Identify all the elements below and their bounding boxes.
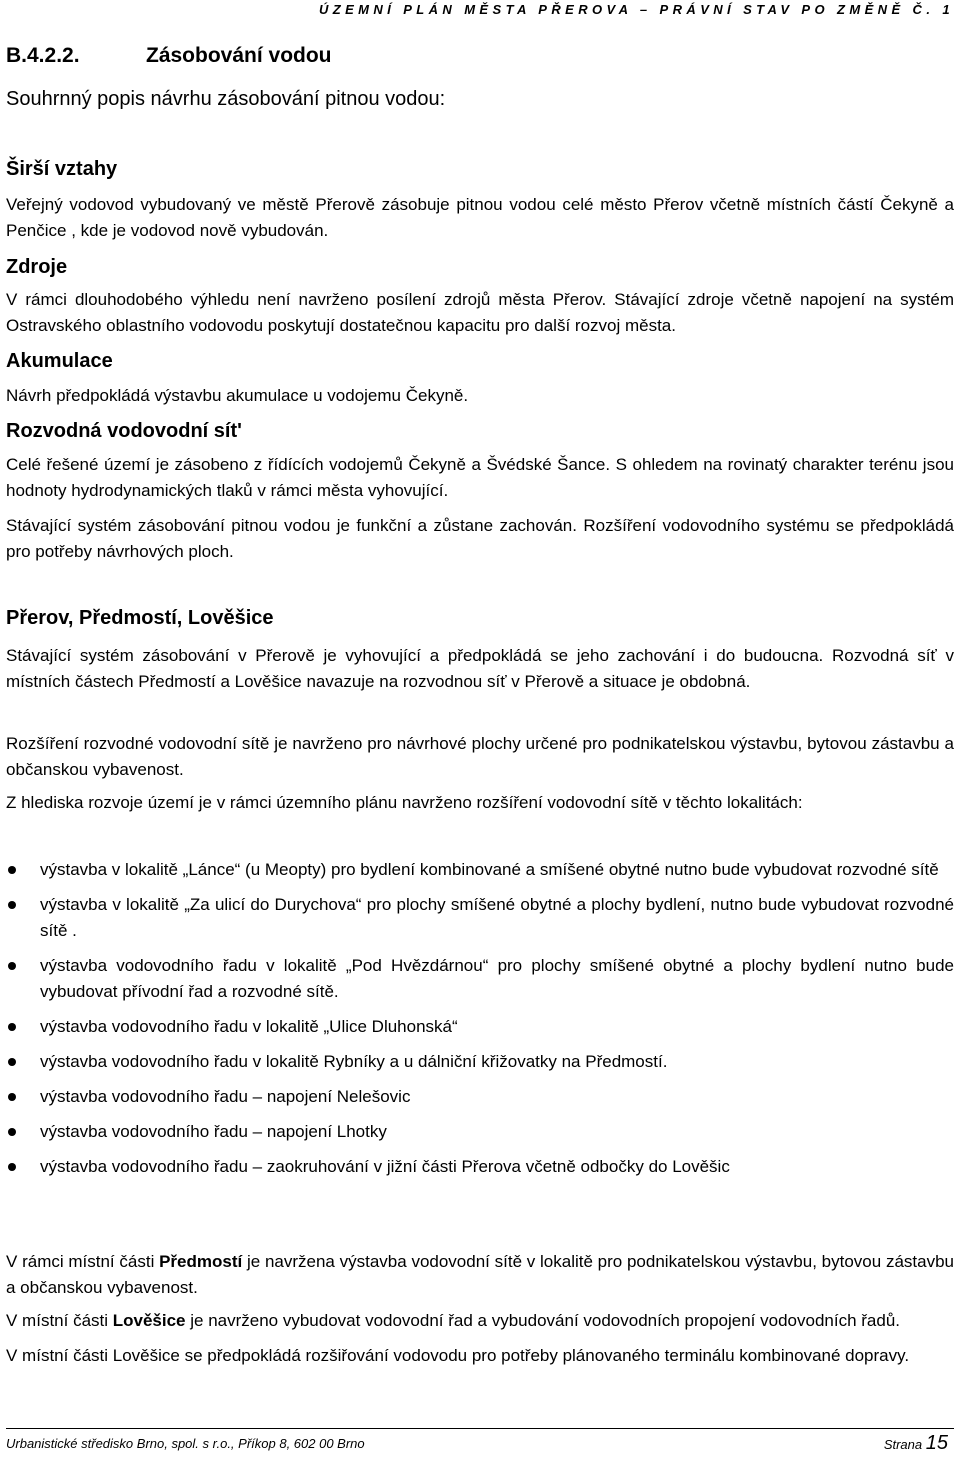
footer-divider [6,1428,954,1429]
list-item: výstavba vodovodního řadu v lokalitě „Ulice Dluhonská“ [6,1014,954,1040]
bullet-icon [8,866,16,874]
paragraph-rozvodna-2: Stávající systém zásobování pitnou vodou je funkční a zůstane zachován. Rozšíření vodovodního systému se předpokládá pro potřeby návrhových ploch. [6,516,954,561]
list-item: výstavba vodovodního řadu – zaokruhování v jižní části Přerova včetně odbočky do Lověšic [6,1154,954,1180]
page-header: ÚZEMNÍ PLÁN MĚSTA PŘEROVA – PRÁVNÍ STAV PO ZMĚNĚ Č. 1 [318,2,954,17]
bullet-icon [8,962,16,970]
section-heading [6,44,954,68]
bullet-icon [8,1093,16,1101]
bullet-icon [8,901,16,909]
footer-address: Urbanistické středisko Brno, spol. s r.o., Příkop 8, 602 00 Brno [6,1436,365,1451]
paragraph-lovesice-1: V místní části Lověšice je navrženo vybudovat vodovodní řad a vybudování vodovodních propojení vodovodních řadů. [6,1311,901,1330]
list-item: výstavba vodovodního řadu v lokalitě „Pod Hvězdárnou“ pro plochy smíšené obytné a plochy bydlení nutno bude vybudovat přívodní řad a rozvodné sítě. [6,953,954,1005]
list-item: výstavba v lokalitě „Lánce“ (u Meopty) pro bydlení kombinované a smíšené obytné nutno bude vybudovat rozvodné sítě [6,857,954,883]
heading-prerov: Přerov, Předmostí, Lověšice [6,607,274,629]
paragraph-rozvodna-1: Celé řešené území je zásobeno z řídících vodojemů Čekyně a Švédské Šance. S ohledem na rovinatý charakter terénu jsou hodnoty hydrodynamických tlaků v rámci města vyhovující. [6,455,954,500]
bullet-icon [8,1163,16,1171]
list-item: výstavba vodovodního řadu – napojení Nelešovic [6,1084,954,1110]
paragraph-prerov-1: Stávající systém zásobování v Přerově je vyhovující a předpokládá se jeho zachování i do budoucna. Rozvodná síť v místních částech Předmostí a Lověšice navazuje na rozvodnou síť v Přerově a situace je obdobná. [6,646,954,691]
list-item: výstavba vodovodního řadu – napojení Lhotky [6,1119,954,1145]
heading-akumulace: Akumulace [6,350,113,372]
heading-rozvodna-sit: Rozvodná vodovodní sít' [6,420,242,442]
section-number: B.4.2.2. [6,44,80,67]
page-number: Strana 15 [883,1432,948,1454]
paragraph-sirsi-vztahy: Veřejný vodovod vybudovaný ve městě Přerově zásobuje pitnou vodou celé město Přerov včetně místních částí Čekyně a Penčice , kde je vodovod nově vybudován. [6,195,954,240]
paragraph-prerov-3: Z hlediska rozvoje území je v rámci územního plánu navrženo rozšíření vodovodní sítě v těchto lokalitách: [6,793,803,812]
bullet-list-lokality [6,857,954,1180]
bullet-icon [8,1023,16,1031]
paragraph-zdroje: V rámci dlouhodobého výhledu není navrženo posílení zdrojů města Přerov. Stávající zdroje včetně napojení na systém Ostravského oblastního vodovodu poskytují dostatečnou kapacitu pro další rozvoj města. [6,290,954,335]
heading-zdroje: Zdroje [6,256,68,278]
list-item: výstavba v lokalitě „Za ulicí do Durychova“ pro plochy smíšené obytné a plochy bydlení, nutno bude vybudovat rozvodné sítě . [6,892,954,944]
paragraph-prerov-2: Rozšíření rozvodné vodovodní sítě je navrženo pro návrhové plochy určené pro podnikatelskou výstavbu, bytovou zástavbu a občanskou vybavenost. [6,734,954,779]
section-subtitle: Souhrnný popis návrhu zásobování pitnou vodou: [6,88,446,110]
heading-sirsi-vztahy: Širší vztahy [6,158,118,180]
bullet-icon [8,1128,16,1136]
section-title: Zásobování vodou [146,44,332,67]
paragraph-predmosti: V rámci místní části Předmostí je navržena výstavba vodovodní sítě v lokalitě pro podnikatelskou výstavbu, bytovou zástavbu a občanskou vybavenost. [6,1252,954,1297]
paragraph-lovesice-2: V místní části Lověšice se předpokládá rozšiřování vodovodu pro potřeby plánovaného terminálu kombinované dopravy. [6,1346,910,1365]
list-item: výstavba vodovodního řadu v lokalitě Rybníky a u dálniční křižovatky na Předmostí. [6,1049,954,1075]
bullet-icon [8,1058,16,1066]
paragraph-akumulace: Návrh předpokládá výstavbu akumulace u vodojemu Čekyně. [6,386,469,405]
